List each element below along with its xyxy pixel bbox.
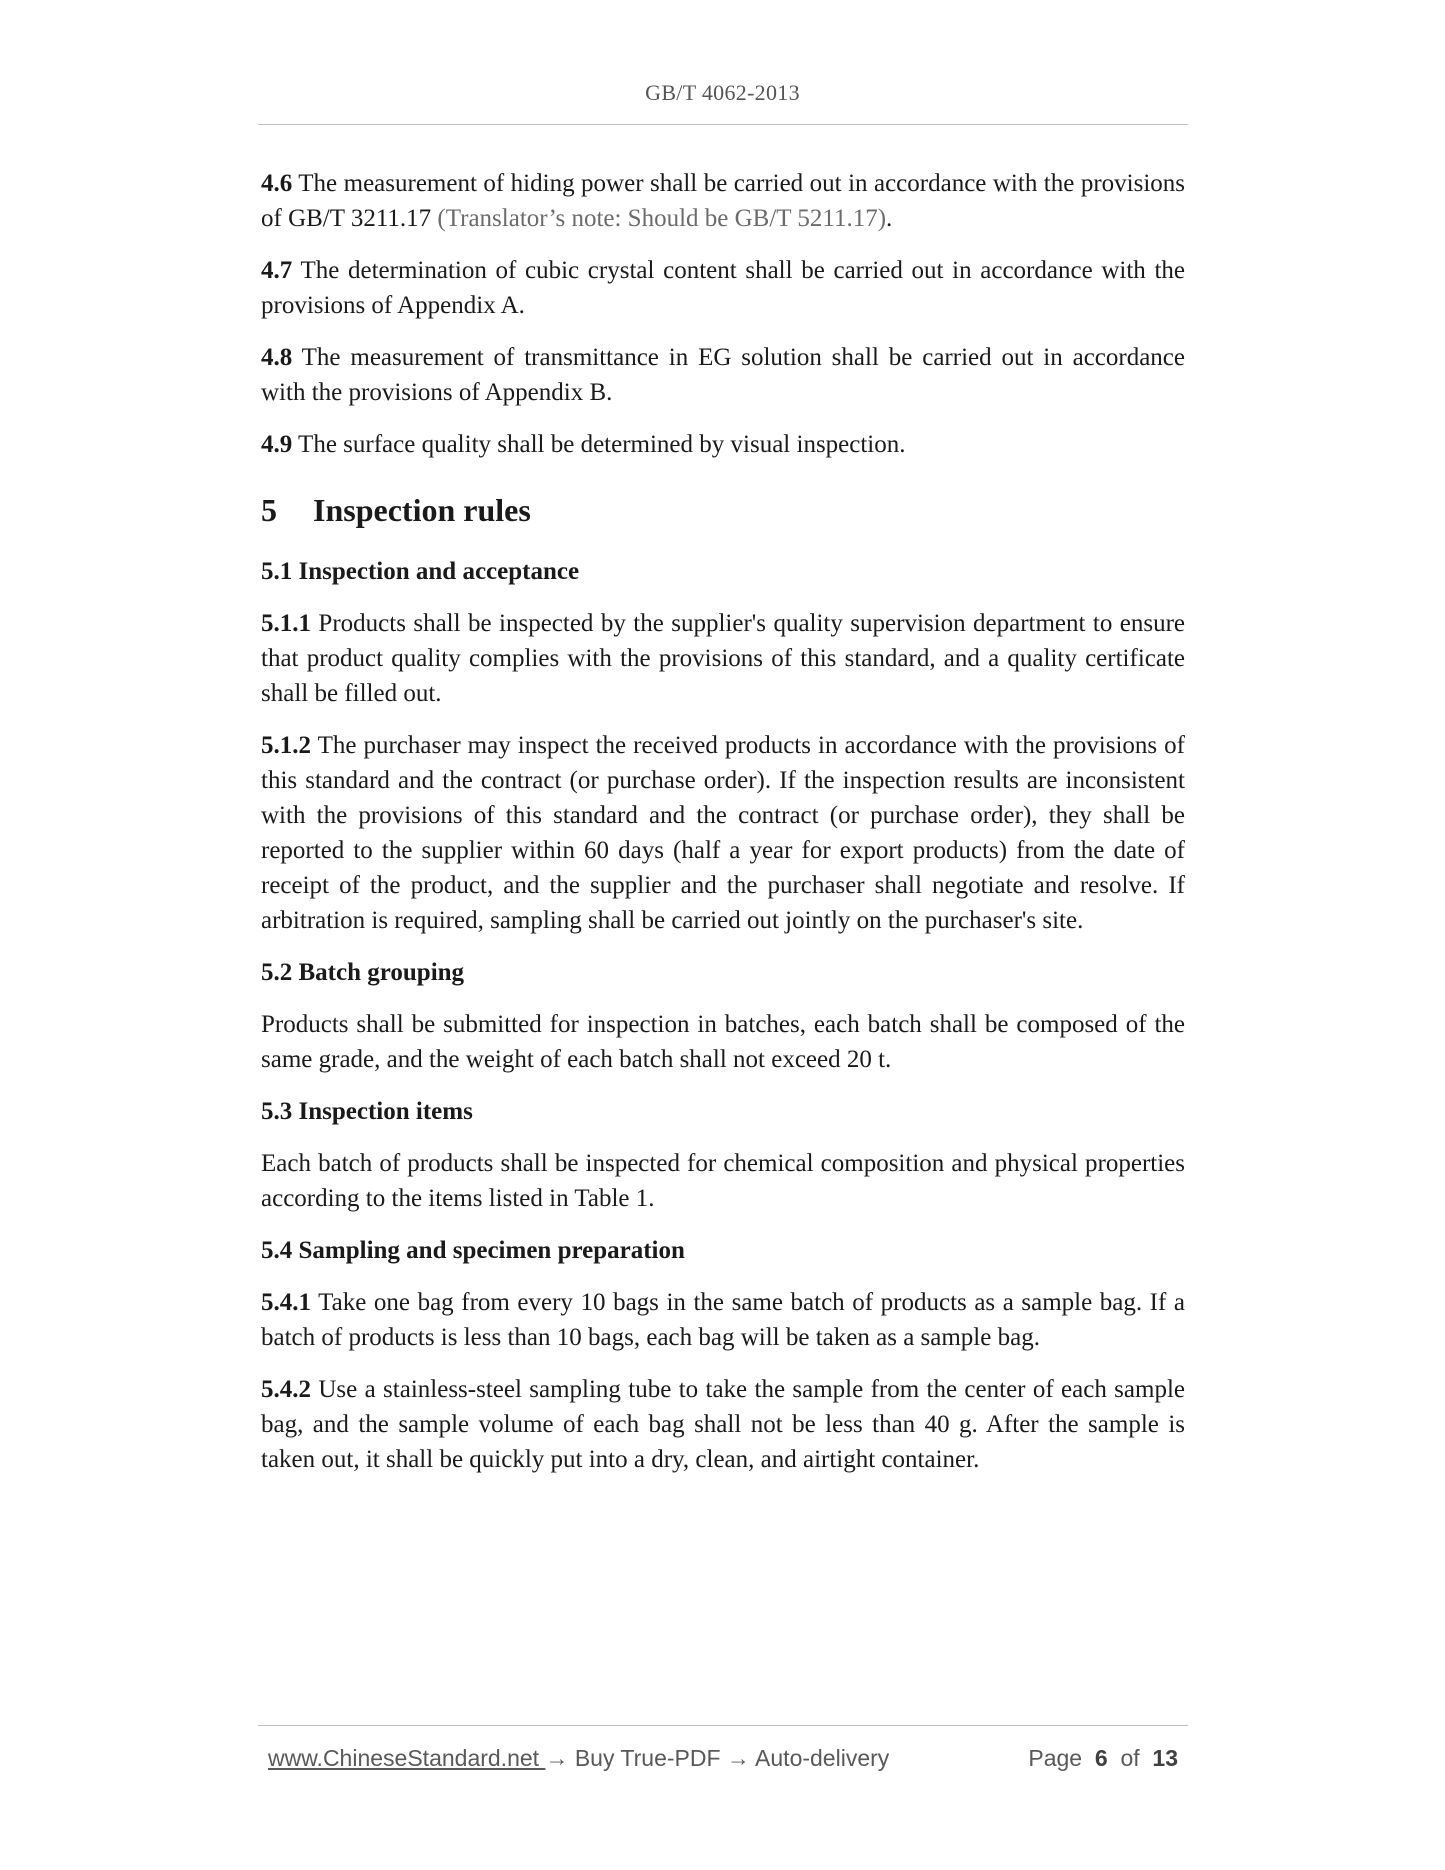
document-id-header: GB/T 4062-2013 [645,80,800,105]
heading-5-1: 5.1 Inspection and acceptance [261,558,580,585]
site-link[interactable]: www.ChineseStandard.net [268,1745,546,1771]
clause-text: The purchaser may inspect the received products in accordance with the provisions of this standard and the contract (or purchase order). If the inspection results are inconsistent with the provisions of this standard and the contract (or purchase order), they shall be reported to the supplier within 60 days (half a year for export products) from the date of receipt of the product, and the supplier and the purchaser shall negotiate and resolve. If arbitration is required, sampling shall be carried out jointly on the purchaser's site. [261,732,1185,934]
clause-text-tail: . [886,205,893,232]
heading-5-2: 5.2 Batch grouping [261,959,465,986]
clause-5-1-1 [261,606,1185,711]
clause-5-2-text: Products shall be submitted for inspection in batches, each batch shall be composed of the same grade, and the weight of each batch shall not exceed 20 t. [261,1011,1185,1073]
clause-5-4-2 [261,1372,1185,1477]
clause-text: The surface quality shall be determined by visual inspection. [292,431,906,458]
page-label: Page [1028,1745,1083,1771]
page-footer [268,1745,1178,1779]
of-label: of [1120,1745,1140,1771]
clause-number: 5.4.1 [261,1289,311,1316]
clause-number: 4.6 [261,170,293,197]
header-divider [258,124,1188,125]
footer-promo [268,1745,889,1772]
clause-4-7 [261,253,1185,323]
clause-5-4-1 [261,1285,1185,1355]
current-page-number: 6 [1094,1745,1108,1771]
section-title: Inspection rules [313,492,531,528]
clause-number: 5.1.2 [261,732,311,759]
clause-number: 4.7 [261,257,293,284]
footer-divider [258,1725,1188,1726]
clause-number: 4.9 [261,431,293,458]
clause-number: 4.8 [261,344,293,371]
clause-4-9 [261,427,1185,462]
buy-true-pdf-text: Buy True-PDF [568,1745,727,1771]
heading-5-4: 5.4 Sampling and specimen preparation [261,1237,685,1264]
clause-4-6 [261,166,1185,236]
page-body [261,166,1185,1477]
clause-5-3-text: Each batch of products shall be inspected for chemical composition and physical properties according to the items listed in Table 1. [261,1150,1185,1212]
clause-text: Use a stainless-steel sampling tube to take the sample from the center of each sample bag, and the sample volume of each bag shall not be less than 40 g. After the sample is taken out, it shall be quickly put into a dry, clean, and airtight container. [261,1376,1185,1473]
clause-text: The determination of cubic crystal content shall be carried out in accordance with the provisions of Appendix A. [261,257,1185,319]
arrow-right-icon: → [545,1745,569,1771]
clause-number: 5.4.2 [261,1376,311,1403]
section-number: 5 [261,492,277,528]
arrow-right-icon: → [726,1745,750,1771]
heading-5-3: 5.3 Inspection items [261,1098,473,1125]
clause-text: Take one bag from every 10 bags in the same batch of products as a sample bag. If a batch of products is less than 10 bags, each bag will be taken as a sample bag. [261,1289,1185,1351]
clause-text: The measurement of transmittance in EG solution shall be carried out in accordance with the provisions of Appendix B. [261,344,1185,406]
auto-delivery-text: Auto-delivery [749,1745,890,1771]
section-5-heading [261,490,1185,530]
clause-text: Products shall be inspected by the supplier's quality supervision department to ensure that product quality complies with the provisions of this standard, and a quality certificate shall be filled out. [261,610,1185,707]
clause-4-8 [261,340,1185,410]
clause-number: 5.1.1 [261,610,311,637]
translator-note: (Translator’s note: Should be GB/T 5211.17) [437,205,887,232]
total-pages: 13 [1152,1745,1178,1771]
page-indicator [1028,1745,1178,1772]
clause-text: The measurement of hiding power shall be carried out in accordance with the provisions of GB/T 3211.17 [261,170,1185,232]
clause-5-1-2 [261,728,1185,938]
